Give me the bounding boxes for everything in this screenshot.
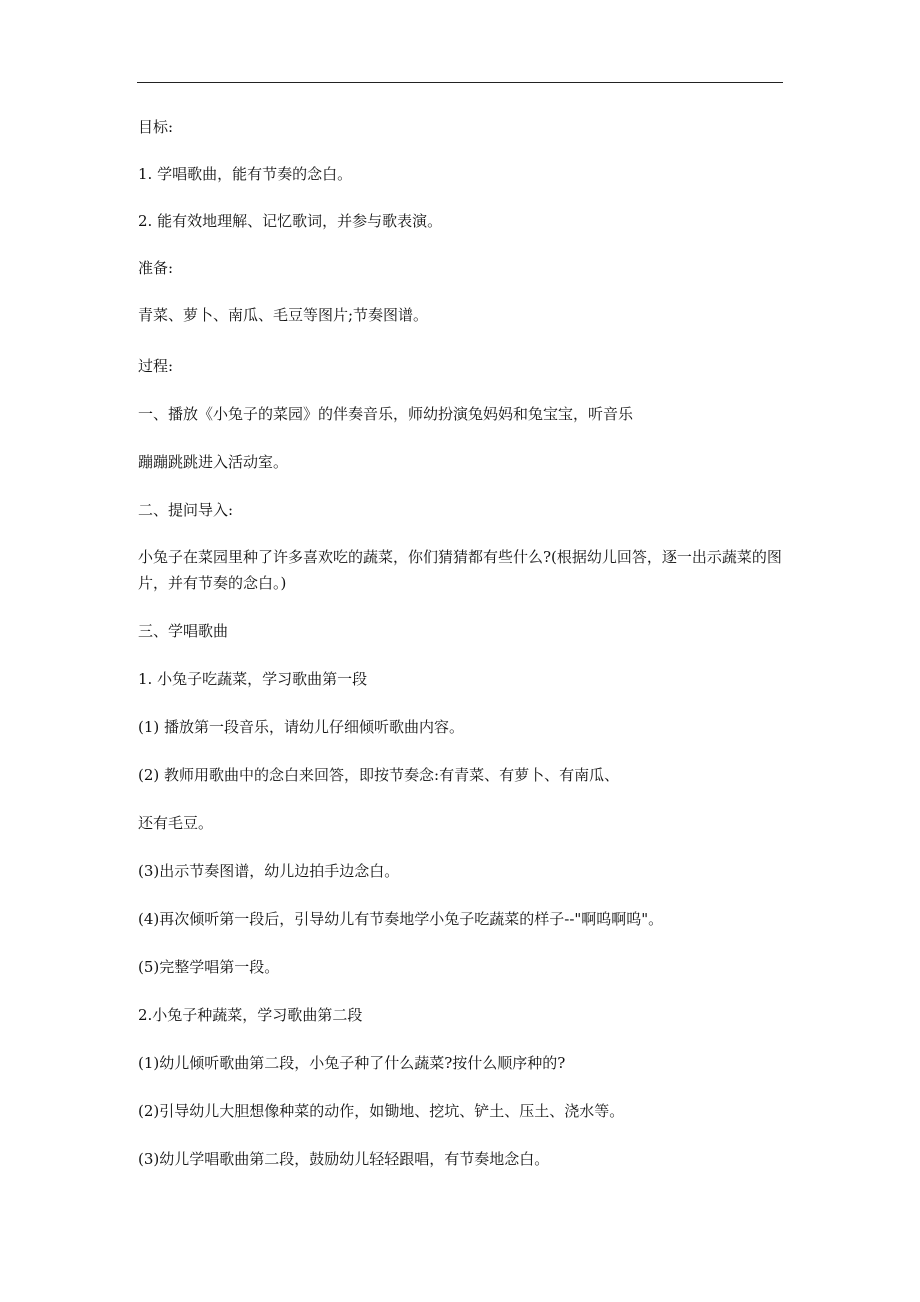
list-item: (4)再次倾听第一段后，引导幼儿有节奏地学小兔子吃蔬菜的样子--"啊呜啊呜"。 xyxy=(138,910,664,928)
section-heading: 二、提问导入: xyxy=(138,501,234,519)
section-heading: 三、学唱歌曲 xyxy=(138,622,229,640)
list-item-continuation: 还有毛豆。 xyxy=(138,814,214,832)
paragraph: 小兔子在菜园里种了许多喜欢吃的蔬菜，你们猜猜都有些什么?(根据幼儿回答，逐一出示蔬菜的图片，并有节奏的念白。) xyxy=(138,548,782,592)
list-item: (3)出示节奏图谱，幼儿边拍手边念白。 xyxy=(138,862,400,880)
goals-heading: 目标: xyxy=(138,118,174,136)
goal-item: 2. 能有效地理解、记忆歌词，并参与歌表演。 xyxy=(138,212,443,230)
list-item: (3)幼儿学唱歌曲第二段，鼓励幼儿轻轻跟唱，有节奏地念白。 xyxy=(138,1150,550,1168)
header-rule xyxy=(137,82,783,83)
list-item: (2)引导幼儿大胆想像种菜的动作，如锄地、挖坑、铲土、压土、浇水等。 xyxy=(138,1102,625,1120)
list-item: (1)幼儿倾听歌曲第二段，小兔子种了什么蔬菜?按什么顺序种的? xyxy=(138,1054,566,1072)
list-item: (5)完整学唱第一段。 xyxy=(138,958,280,976)
list-item: (1) 播放第一段音乐，请幼儿仔细倾听歌曲内容。 xyxy=(138,718,465,736)
preparation-heading: 准备: xyxy=(138,259,174,277)
paragraph: 蹦蹦跳跳进入活动室。 xyxy=(138,453,289,471)
list-item: (2) 教师用歌曲中的念白来回答，即按节奏念:有青菜、有萝卜、有南瓜、 xyxy=(138,766,620,784)
process-heading: 过程: xyxy=(138,357,174,375)
subsection-heading: 1. 小兔子吃蔬菜，学习歌曲第一段 xyxy=(138,670,368,688)
goal-item: 1. 学唱歌曲，能有节奏的念白。 xyxy=(138,165,353,183)
paragraph: 一、播放《小兔子的菜园》的伴奏音乐，师幼扮演兔妈妈和兔宝宝，听音乐 xyxy=(138,405,634,423)
preparation-text: 青菜、萝卜、南瓜、毛豆等图片;节奏图谱。 xyxy=(138,306,429,324)
subsection-heading: 2.小兔子种蔬菜，学习歌曲第二段 xyxy=(138,1006,363,1024)
